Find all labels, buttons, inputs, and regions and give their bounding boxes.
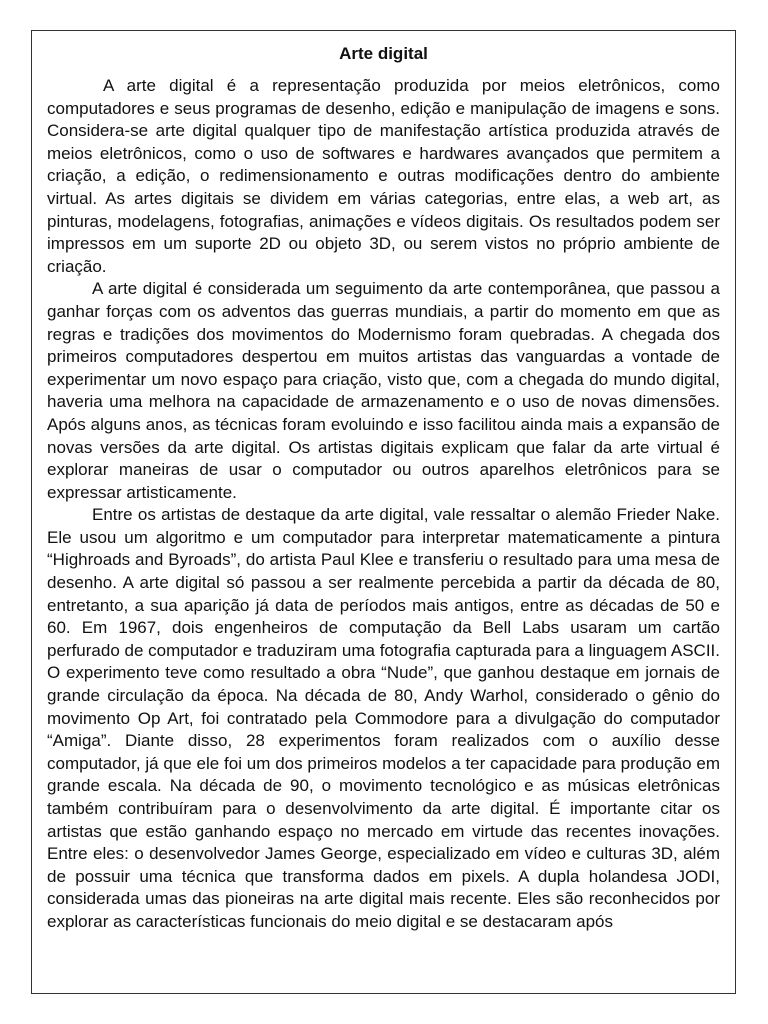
document-title: Arte digital [339, 44, 428, 63]
document-body [47, 75, 720, 934]
document-frame [31, 30, 736, 994]
paragraph-1: A arte digital é a representação produzida por meios eletrônicos, como computadores e seus programas de desenho, edição e manipulação de imagens e sons. Considera-se arte digital qualquer tipo de manifestação artística produzida através de meios eletrônicos, como o uso de softwares e hardwares avançados que permitem a criação, a edição, o redimensionamento e outras modificações dentro do ambiente virtual. As artes digitais se dividem em várias categorias, entre elas, a web art, as pinturas, modelagens, fotografias, animações e vídeos digitais. Os resultados podem ser impressos em um suporte 2D ou objeto 3D, ou serem vistos no próprio ambiente de criação. [47, 76, 720, 276]
paragraph-2: A arte digital é considerada um seguimento da arte contemporânea, que passou a ganhar forças com os adventos das guerras mundiais, a partir do momento em que as regras e tradições dos movimentos do Modernismo foram quebradas. A chegada dos primeiros computadores despertou em muitos artistas das vanguardas a vontade de experimentar um novo espaço para criação, visto que, com a chegada do mundo digital, haveria uma melhora na capacidade de armazenamento e o uso de novas dimensões. Após alguns anos, as técnicas foram evoluindo e isso facilitou ainda mais a expansão de novas versões da arte digital. Os artistas digitais explicam que falar da arte virtual é explorar maneiras de usar o computador ou outros aparelhos eletrônicos para se expressar artisticamente. [47, 279, 720, 502]
paragraph-3: Entre os artistas de destaque da arte digital, vale ressaltar o alemão Frieder Nake. Ele usou um algoritmo e um computador para interpretar matematicamente a pintura “Highroads and Byroads”, do artista Paul Klee e transferiu o resultado para uma mesa de desenho. A arte digital só passou a ser realmente percebida a partir da década de 80, entretanto, a sua aparição já data de períodos mais antigos, entre as décadas de 50 e 60. Em 1967, dois engenheiros de computação da Bell Labs usaram um cartão perfurado de computador e traduziram uma fotografia capturada para a linguagem ASCII. O experimento teve como resultado a obra “Nude”, que ganhou destaque em jornais de grande circulação da época. Na década de 80, Andy Warhol, considerado o gênio do movimento Op Art, foi contratado pela Commodore para a divulgação do computador “Amiga”. Diante disso, 28 experimentos foram realizados com o auxílio desse computador, já que ele foi um dos primeiros modelos a ter capacidade para produção em grande escala. Na década de 90, o movimento tecnológico e as músicas eletrônicas também contribuíram para o desenvolvimento da arte digital. É importante citar os artistas que estão ganhando espaço no mercado em virtude das recentes inovações. Entre eles: o desenvolvedor James George, especializado em vídeo e culturas 3D, além de possuir uma técnica que transforma dados em pixels. A dupla holandesa JODI, considerada umas das pioneiras na arte digital mais recente. Eles são reconhecidos por explorar as características funcionais do meio digital e se destacaram após [47, 505, 720, 931]
